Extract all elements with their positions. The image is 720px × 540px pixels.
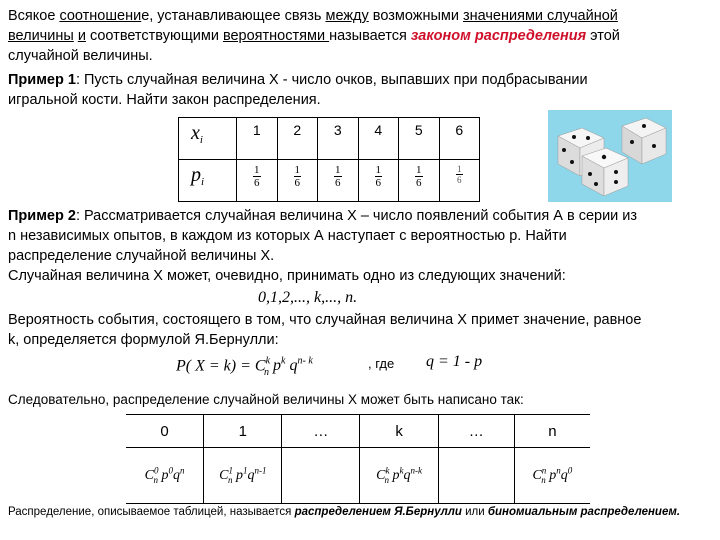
prob-cell-ellipsis — [282, 448, 360, 504]
prob-cell-k: $C^k_n$ $p^kq^{n-k}$ — [360, 448, 438, 504]
highlight-term: законом распределения — [410, 28, 587, 44]
x-value: 4 — [358, 118, 399, 160]
dice-image — [548, 110, 672, 202]
header-cell: k — [360, 415, 438, 448]
definition-line-3: случайной величины. — [8, 48, 153, 64]
bernoulli-formula: P( $X = k) = C^k_n$ $p^k$ $q^{n- k}$ — [176, 356, 313, 378]
x-value: 2 — [277, 118, 318, 160]
footer-text: Распределение, описываемое таблицей, называется распределением Я.Бернулли или биномиальным распределением. — [8, 506, 681, 518]
x-value: 3 — [318, 118, 359, 160]
definition-line-1: Всякое соотношение, устанавливающее связь между возможными значениями случайной — [8, 8, 618, 24]
x-value: 6 — [439, 118, 480, 160]
p-value: $\frac{1}{6}$ — [399, 160, 440, 202]
example-2-line-6: k, определяется формулой Я.Бернулли: — [8, 332, 279, 348]
x-value: 5 — [399, 118, 440, 160]
p-value: $\frac{1}{6}$ — [277, 160, 318, 202]
distribution-table — [178, 117, 480, 202]
header-cell: n — [514, 415, 590, 448]
header-cell: … — [282, 415, 360, 448]
p-value: $\frac{1}{6}$ — [237, 160, 278, 202]
prob-cell-1: $C^1_n$ $p^1q^{n-1}$ — [204, 448, 282, 504]
values-formula: 0,1,2,..., k,..., n. — [258, 289, 358, 306]
where-text: , где — [368, 356, 395, 371]
p-label-cell: $p_i$ — [179, 160, 237, 202]
prob-cell-0: $C^0_n$ $p^0q^n$ — [144, 465, 185, 486]
example-2-line-3: распределение случайной величины Х. — [8, 248, 275, 264]
example-2-line-5: Вероятность события, состоящего в том, что случайная величина Х примет значение, равное — [8, 312, 642, 328]
x-label-cell: $x_i$ — [179, 118, 237, 160]
p-value: $\frac{1}{6}$ — [439, 160, 480, 202]
prob-cell-ellipsis — [438, 448, 514, 504]
p-value: $\frac{1}{6}$ — [358, 160, 399, 202]
example-2-line-2: n независимых опытов, в каждом из которых А наступает с вероятностью p. Найти — [8, 228, 567, 244]
conclusion-text: Следовательно, распределение случайной величины Х может быть написано так: — [8, 392, 524, 407]
x-value: 1 — [237, 118, 278, 160]
binomial-table — [126, 414, 590, 504]
p-value: $\frac{1}{6}$ — [318, 160, 359, 202]
q-formula: q = 1 - p — [426, 353, 483, 370]
example-2-line-1: Пример 2: Рассматривается случайная величина Х – число появлений события А в серии из — [8, 208, 638, 224]
prob-cell-n: $C^n_n$ $p^nq^0$ — [514, 448, 590, 504]
header-cell: 1 — [204, 415, 282, 448]
example-2-line-4: Случайная величина Х может, очевидно, принимать одно из следующих значений: — [8, 268, 566, 284]
header-cell: … — [438, 415, 514, 448]
example-1-line-1: Пример 1: Пусть случайная величина Х - число очков, выпавших при подбрасывании — [8, 72, 588, 88]
definition-line-2: величины и соответствующими вероятностями называется законом распределения этой — [8, 28, 620, 44]
example-1-line-2: игральной кости. Найти закон распределения. — [8, 92, 321, 108]
header-cell: 0 — [126, 415, 204, 448]
